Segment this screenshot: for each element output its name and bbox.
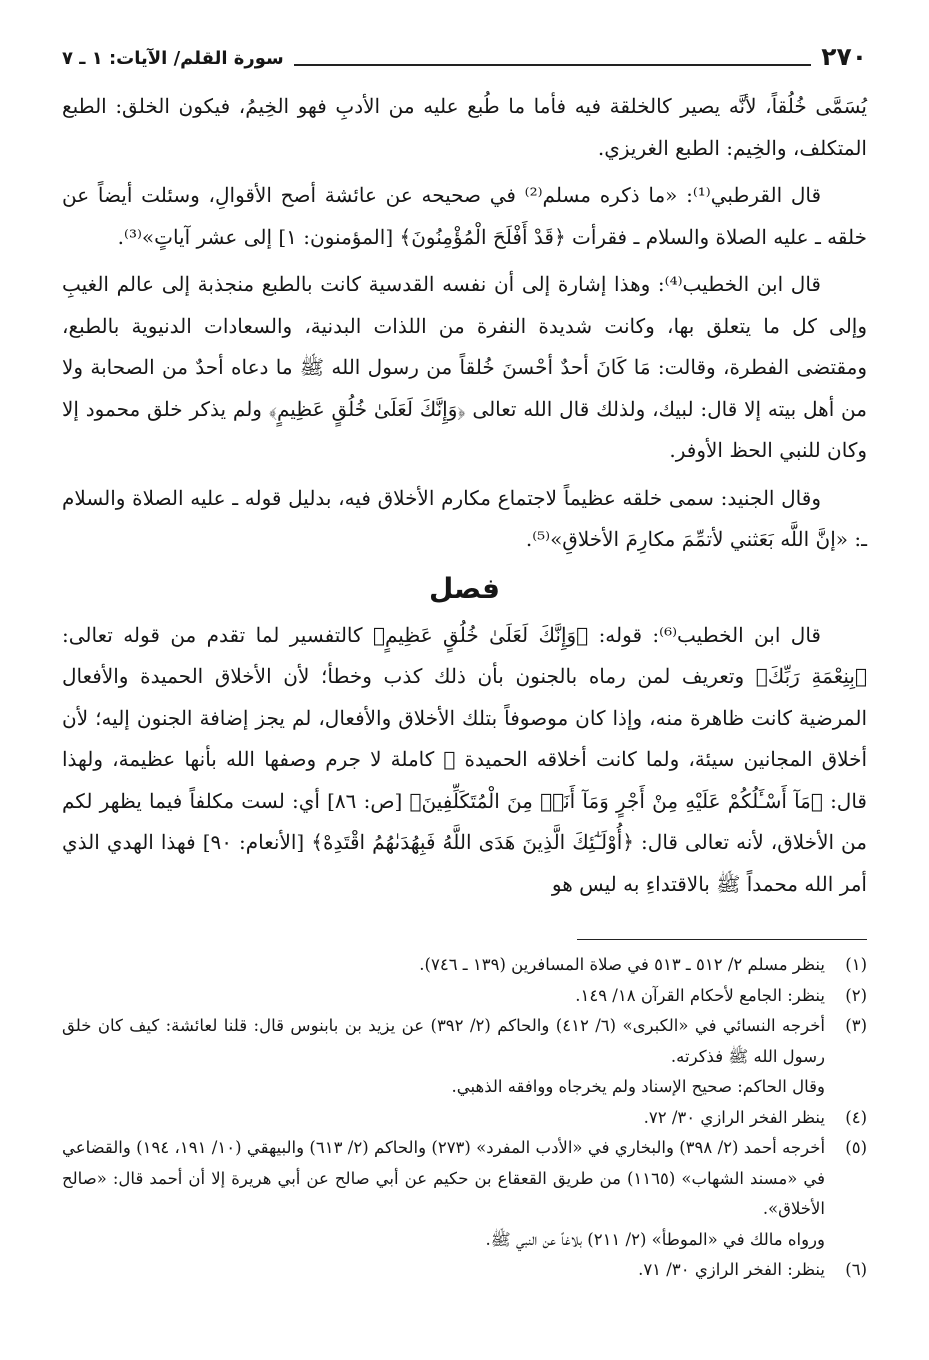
footnote-text: ينظر: الجامع لأحكام القرآن ١٨/ ١٤٩.	[575, 985, 825, 1005]
footnote-continuation: وقال الحاكم: صحيح الإسناد ولم يخرجاه ووافقه الذهبي.	[451, 1077, 825, 1096]
running-title: سورة القلم/ الآيات: ١ ـ ٧	[62, 48, 284, 69]
footnote-rule	[577, 939, 867, 940]
paragraph: قال ابن الخطيب⁽⁶⁾: قوله: ﴿وَإِنَّكَ لَعَلَىٰ خُلُقٍ عَظِيمٍ﴾ كالتفسير لما تقدم من قوله تعالى: ﴿بِنِعْمَةِ رَبِّكَ﴾ وتعريف لمن رماه بالجنون بأن ذلك كذب وخطأ؛ لأن الأخلاق الحميدة والأفعال المرضية كانت ظاهرة منه، وإذا كان موصوفاً بتلك الأخلاق والأفعال، لم يجز إضافة الجنون إليه؛ لأن أخلاق المجانين سيئة، ولما كانت أخلاقه الحميدة ﷺ كاملة لا جرم وصفها الله بأنها عظيمة، ولهذا قال: ﴿مَآ أَسْـَٔلُكُمْ عَلَيْهِ مِنْ أَجْرٍ وَمَآ أَنَا۠ مِنَ الْمُتَكَلِّفِينَ﴾ [ص: ٨٦] أي: لست مكلفاً فيما يظهر لكم من الأخلاق، لأنه تعالى قال: ﴿أُوْلَـٰٓئِكَ الَّذِينَ هَدَى اللَّهُ فَبِهُدَىٰهُمُ اقْتَدِهْ﴾ [الأنعام: ٩٠] فهذا الهدي الذي أمر الله محمداً ﷺ بالاقتداءِ به ليس هو	[62, 622, 867, 896]
footnote	[62, 950, 867, 981]
footnote-number: (٤)	[845, 1107, 867, 1127]
footnote-text: أخرجه النسائي في «الكبرى» (٦/ ٤١٢) والحاكم (٢/ ٣٩٢) عن يزيد بن بابنوس قال: قلنا لعائشة: كيف كان خلق رسول الله ﷺ فذكرته.	[62, 1016, 825, 1066]
footnote-continuation: ورواه مالك في «الموطأ» (٢/ ٢١١) بلاغاً عن النبي ﷺ.	[485, 1229, 825, 1249]
paragraph: قال ابن الخطيب⁽⁴⁾: وهذا إشارة إلى أن نفسه القدسية كانت بالطبع منجذبة إلى عالم الغيبِ وإلى كل ما يتعلق بها، وكانت شديدة النفرة من اللذات البدنية، والسعادات الدنيوية بالطبع، ومقتضى الفطرة، وقالت: مَا كَانَ أحدٌ أحْسنَ خُلقاً من رسول الله ﷺ ما دعاه أحدٌ من الصحابة ولا من أهل بيته إلا قال: لبيك، ولذلك قال الله تعالى ﴿وَإِنَّكَ لَعَلَىٰ خُلُقٍ عَظِيمٍ﴾ ولم يذكر خلق محمود إلا وكان للنبي الحظ الأوفر.	[62, 272, 867, 462]
footnote-text: ينظر: الفخر الرازي ٣٠/ ٧١.	[638, 1260, 825, 1279]
footnote-number: (٢)	[845, 985, 867, 1005]
footnote	[62, 1103, 867, 1134]
footnote	[62, 1011, 867, 1072]
footnote-number: (٦)	[845, 1260, 867, 1279]
section-heading: فصل	[429, 571, 500, 605]
main-text	[62, 86, 867, 905]
footnote-number: (١)	[845, 955, 867, 974]
footnote-text: ينظر الفخر الرازي ٣٠/ ٧٢.	[643, 1107, 825, 1127]
footnote	[62, 981, 867, 1012]
paragraph: قال القرطبي⁽¹⁾: «ما ذكره مسلم⁽²⁾ في صحيحه عن عائشة أصح الأقوالِ، وسئلت أيضاً عن خلقه ـ عليه الصلاة والسلام ـ فقرأت ﴿قَدْ أَفْلَحَ الْمُؤْمِنُونَ﴾ [المؤمنون: ١] إلى عشر آياتٍ»⁽³⁾.	[62, 183, 867, 249]
paragraph: وقال الجنيد: سمى خلقه عظيماً لاجتماع مكارم الأخلاق فيه، بدليل قوله ـ عليه الصلاة والسلام ـ: «إنَّ اللَّه بَعَثني لأتمِّمَ مكارِمَ الأخلاقِ»⁽⁵⁾.	[62, 485, 867, 551]
footnote-separator	[62, 911, 867, 950]
footnotes	[62, 950, 867, 1286]
footnote-number: (٣)	[845, 1016, 867, 1035]
paragraph: يُسَمَّى خُلُقاً، لأنَّه يصير كالخلقة فيه فأما ما طُبع عليه من الأدبِ فهو الخِيمُ، فيكون الخلق: الطبع المتكلف، والخِيم: الطبع الغريزي.	[62, 94, 867, 160]
page-number: ٢٧٠	[821, 42, 867, 71]
footnote	[62, 1133, 867, 1225]
footnote-text: أخرجه أحمد (٢/ ٣٩٨) والبخاري في «الأدب المفرد» (٢٧٣) والحاكم (٢/ ٦١٣) والبيهقي (١٠/ ١٩١، ١٩٤) والقضاعي في «مسند الشهاب» (١١٦٥) من طريق القعقاع بن حكيم عن أبي صالح عن أبي هريرة إلا أن أحمد قال: «صالح الأخلاق».	[62, 1138, 826, 1218]
footnote-text: ينظر مسلم ٢/ ٥١٢ ـ ٥١٣ في صلاة المسافرين (١٣٩ ـ ٧٤٦).	[419, 955, 825, 974]
page-header	[62, 36, 867, 72]
footnote-number: (٥)	[845, 1138, 867, 1157]
footnote	[62, 1255, 867, 1286]
header-rule	[294, 64, 811, 66]
